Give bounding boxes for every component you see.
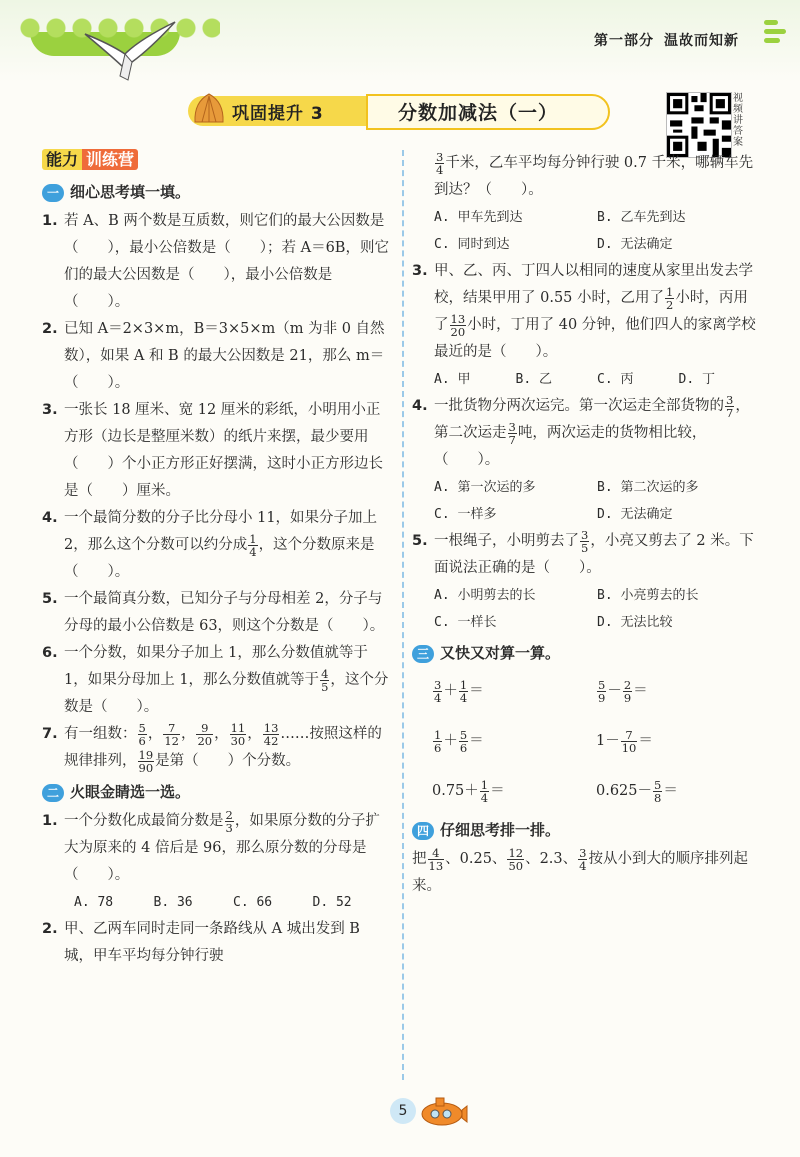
section-fill: 一 细心思考填一填。: [42, 179, 392, 206]
seagull-icon: [80, 14, 180, 84]
fraction: $\frac{2}{3}$: [225, 807, 233, 835]
fraction: $\frac{1}{4}$: [249, 531, 257, 559]
column-divider: [402, 150, 404, 1080]
order-question: 把 $\frac{4}{13}$ 、0.25、 $\frac{12}{50}$ 、2.3、 $\frac{3}{4}$ 按从小到大的顺序排列起来。: [412, 845, 748, 894]
question-2: 2. 已知 A＝2×3×m，B＝3×5×m（m 为非 0 自然数），如果 A 和 B 的最大公因数是 21，那么 m＝（ ）。: [42, 321, 385, 391]
section-order: 四 仔细思考排一排。: [412, 817, 760, 844]
calc-item-5: 0.75＋ $\frac{1}{4}$ ＝: [432, 777, 505, 805]
question-3: 3. 一张长 18 厘米、宽 12 厘米的彩纸，小明用小正方形（边长是整厘米数）的纸片来摆，最少要用（ ）个小正方形正好摆满，这时小正方形边长是（ ）厘米。: [42, 402, 383, 499]
fraction: $\frac{3}{5}$: [581, 527, 589, 555]
fraction: $\frac{13}{20}$: [450, 311, 466, 339]
fraction: $\frac{13}{42}$: [263, 720, 279, 748]
question-6: 6. 一个分数，如果分子加上 1，那么分数值就等于 1，如果分母加上 1，那么分数值就等于 $\frac{4}{5}$ ，这个分数是（ ）。: [42, 645, 389, 715]
calc-item-6: 0.625－ $\frac{5}{8}$ ＝: [596, 777, 678, 805]
fraction: $\frac{7}{12}$: [164, 720, 179, 748]
calc-item-2: $\frac{5}{9}$ － $\frac{2}{9}$ ＝: [598, 677, 648, 705]
calc-grid: [412, 671, 760, 811]
fraction: $\frac{1}{2}$: [666, 284, 674, 312]
right-column: [412, 150, 760, 900]
choice-question-2: 2. 甲、乙两车同时走同一条路线从 A 城出发到 B 城，甲车平均每分钟行驶: [42, 921, 360, 964]
calc-item-3: $\frac{1}{6}$ ＋ $\frac{5}{6}$ ＝: [434, 727, 484, 755]
submarine-icon: [418, 1094, 468, 1128]
calc-item-1: $\frac{3}{4}$ ＋ $\frac{1}{4}$ ＝: [434, 677, 484, 705]
choice-options-5: A. 小明剪去的长 B. 小亮剪去的长 C. 一样长 D. 无法比较: [434, 588, 699, 630]
fraction: $\frac{5}{6}$: [138, 720, 146, 748]
lesson-topic: 分数加减法（一）: [398, 102, 559, 124]
choice-question-1: 1. 一个分数化成最简分数是 $\frac{2}{3}$ ，如果原分数的分子扩大为原来的 4 倍后是 96，那么原分数的分母是（ ）。: [42, 807, 380, 883]
shell-icon: [192, 92, 226, 128]
fraction: $\frac{4}{5}$: [321, 666, 329, 694]
fraction: $\frac{19}{90}$: [138, 747, 154, 775]
choice-question-3: 3. 甲、乙、丙、丁四人以相同的速度从家里出发去学校，结果甲用了 0.55 小时，乙用了 $\frac{1}{2}$ 小时，丙用了 $\frac{13}{20}$ 小时，丁用了 40 分钟，他们四人的家离学校最近的是（ ）。: [412, 263, 756, 360]
question-4: 4. 一个最简分数的分子比分母小 11，如果分子加上 2，那么这个分数可以约分成 $\frac{1}{4}$ ，这个分数原来是（ ）。: [42, 510, 378, 580]
qr-label: 视频讲答案: [733, 93, 743, 148]
ability-badge: 能力 训练营: [42, 146, 138, 173]
page-number: 5: [390, 1098, 416, 1124]
choice-question-4: 4. 一批货物分两次运完。第一次运走全部货物的 $\frac{3}{7}$ ，第二次运走 $\frac{3}{7}$ 吨，两次运走的货物相比较，（ ）。: [412, 392, 750, 468]
choice-question-2-cont: $\frac{3}{4}$ 千米，乙车平均每分钟行驶 0.7 千米，哪辆车先到达？（ ）。: [434, 149, 754, 198]
question-7: 7. 有一组数： $\frac{5}{6}$ ， $\frac{7}{12}$ ， $\frac{9}{20}$ ， $\frac{11}{30}$ ， $\frac{13}{42}$ ……按照这样的规律排列， $\frac{19}{90}$ 是第（ ）个分数。: [42, 720, 382, 775]
choice-options-2: A. 甲车先到达 B. 乙车先到达 C. 同时到达 D. 无法确定: [434, 210, 686, 252]
lesson-number: 巩固提升 3: [232, 104, 324, 124]
question-5: 5. 一个最简真分数，已知分子与分母相差 2，分子与分母的最小公倍数是 63，则这个分数是（ ）。: [42, 591, 385, 634]
choice-options-4: A. 第一次运的多 B. 第二次运的多 C. 一样多 D. 无法确定: [434, 480, 699, 522]
section-choose: 二 火眼金睛选一选。: [42, 779, 392, 806]
section-calc: 三 又快又对算一算。: [412, 640, 760, 667]
choice-question-5: 5. 一根绳子，小明剪去了 $\frac{3}{5}$ ，小亮又剪去了 2 米。下面说法正确的是（ ）。: [412, 527, 754, 576]
choice-options-1: A. 78 B. 36 C. 66 D. 52: [74, 895, 352, 910]
calc-item-4: 1－ $\frac{7}{10}$ ＝: [596, 727, 653, 755]
qr-code-icon[interactable]: [666, 92, 732, 158]
fraction: $\frac{9}{20}$: [197, 720, 213, 748]
corner-decoration: [764, 20, 786, 47]
fraction: $\frac{3}{4}$: [436, 149, 444, 177]
left-column: [42, 146, 392, 970]
fraction: $\frac{3}{7}$: [726, 392, 734, 420]
choice-options-3: A. 甲 B. 乙 C. 丙 D. 丁: [434, 372, 715, 387]
lesson-title: [188, 92, 610, 130]
fraction: $\frac{11}{30}$: [230, 720, 246, 748]
question-1: 1. 若 A、B 两个数是互质数，则它们的最大公因数是（ ），最小公倍数是（ ）；若 A＝6B，则它们的最大公因数是（ ），最小公倍数是（ ）。: [42, 213, 389, 310]
section-label: 第一部分 温故而知新: [594, 33, 739, 49]
fraction: $\frac{3}{7}$: [508, 419, 516, 447]
